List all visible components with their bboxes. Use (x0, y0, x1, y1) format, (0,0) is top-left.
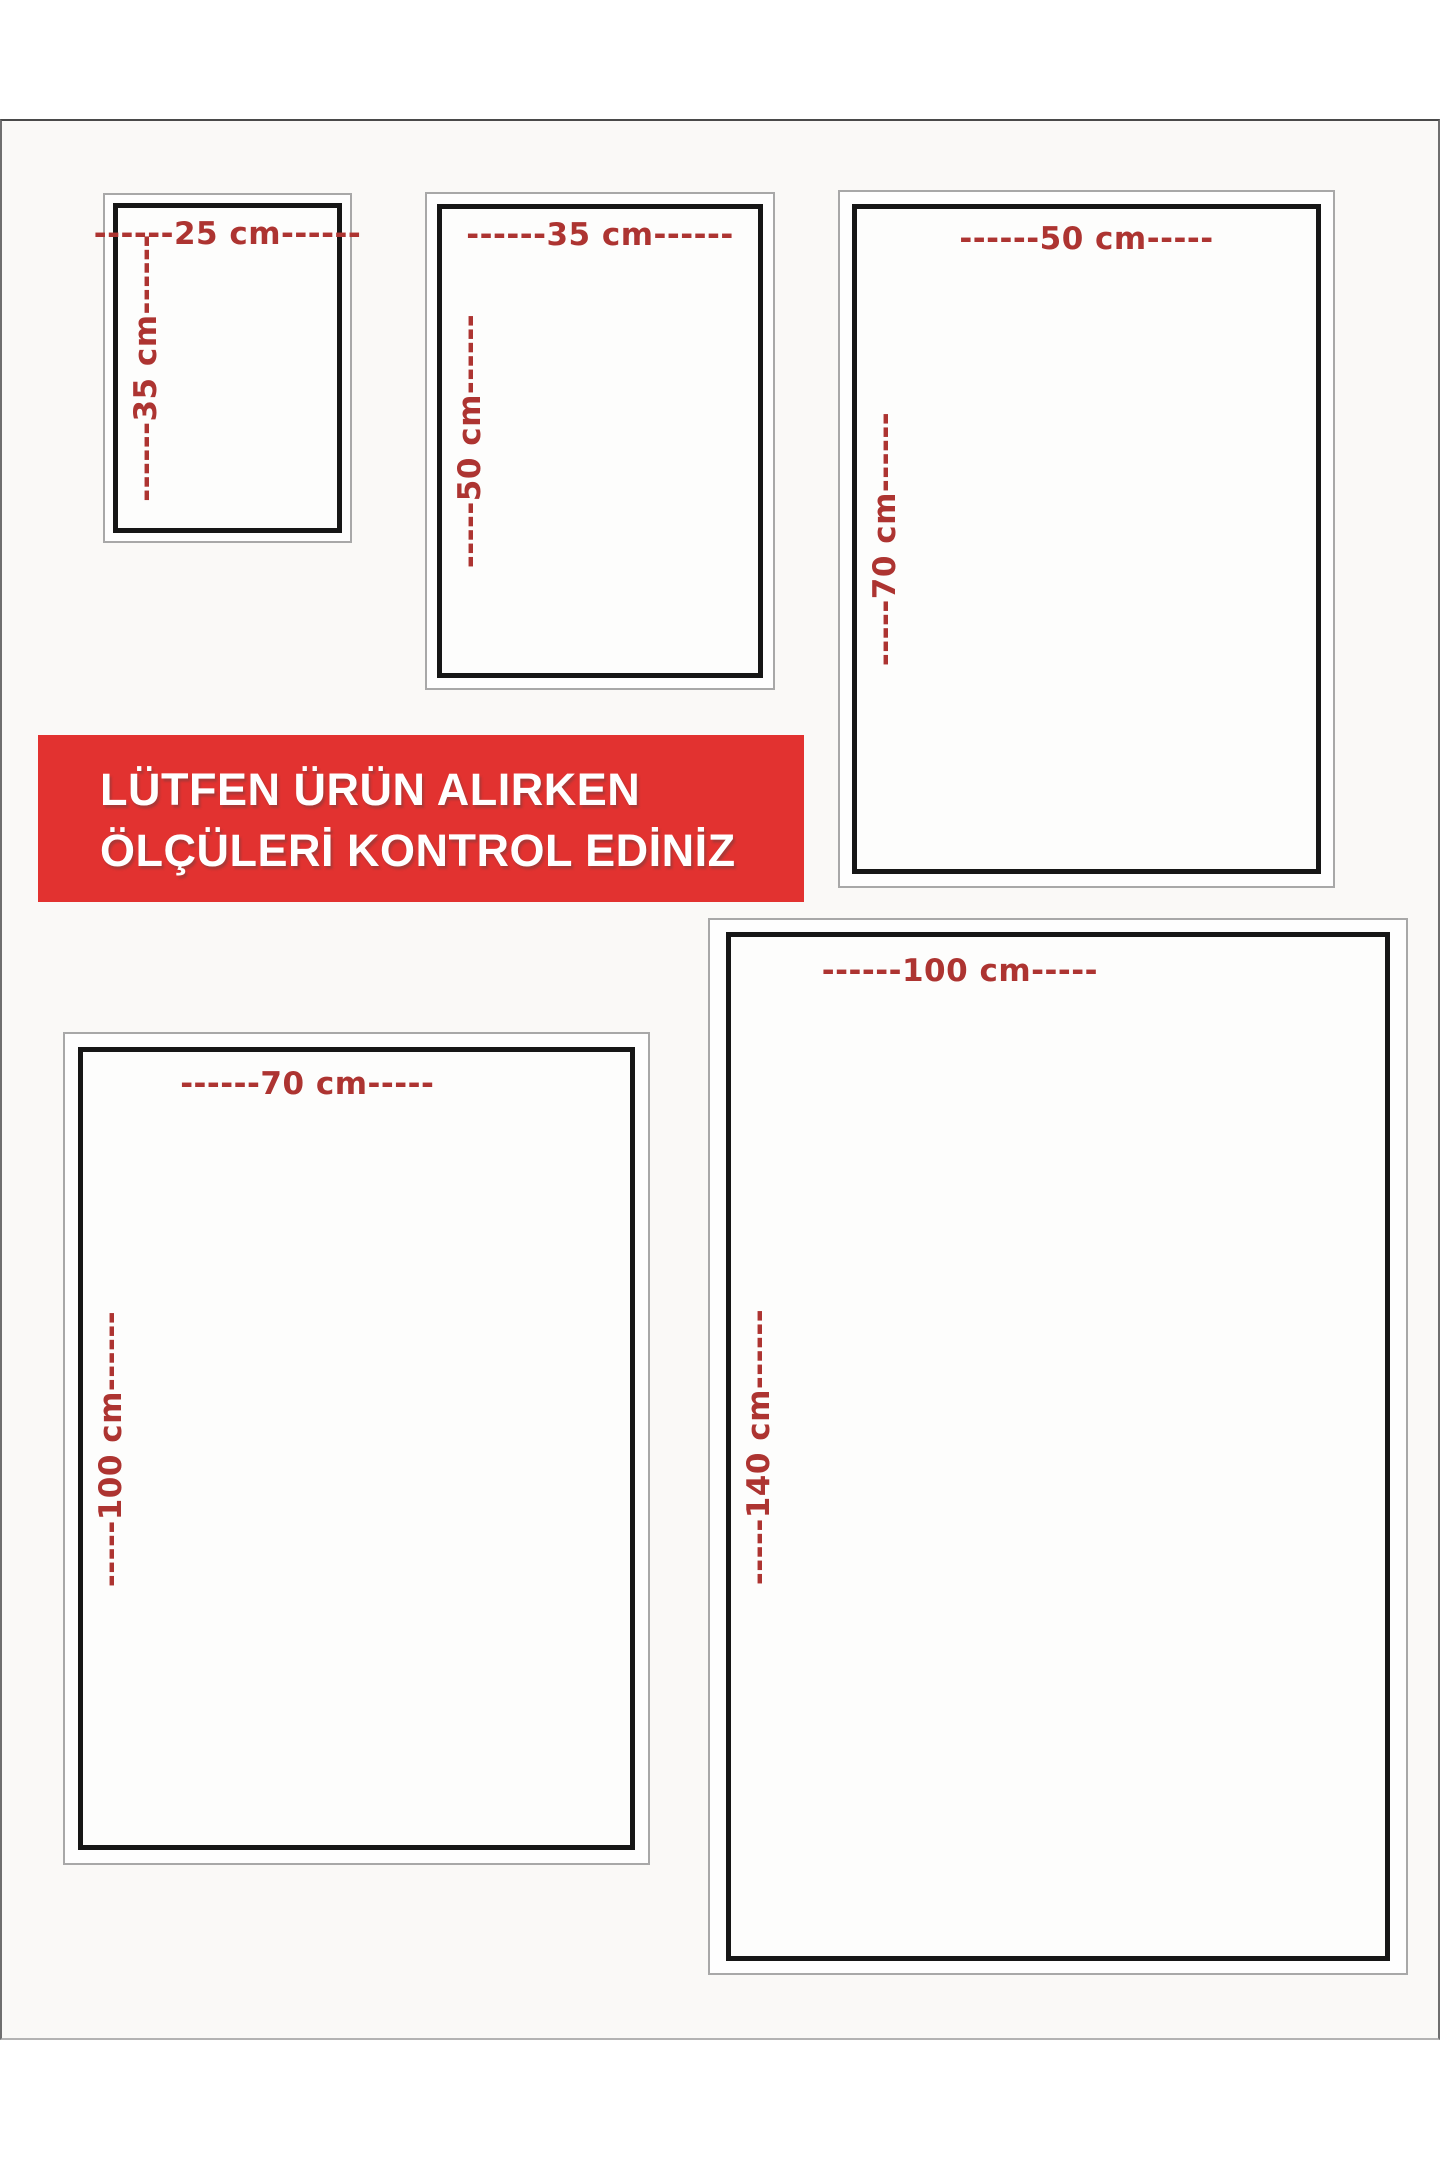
size-diagram-35x50 (425, 192, 775, 690)
size-rect-35x50 (437, 204, 763, 678)
height-label-35cm: ------35 cm------ (128, 234, 165, 502)
width-label-100cm: ------100 cm----- (821, 953, 1098, 989)
width-label-25cm: ------25 cm------ (93, 216, 362, 252)
height-label-140cm: -----140 cm------ (741, 1308, 777, 1585)
height-label-wrap-35cm (118, 208, 174, 528)
height-label-50cm: -----50 cm------ (452, 313, 489, 569)
height-label-wrap-140cm (731, 937, 787, 1956)
warning-text-line1: LÜTFEN ÜRÜN ALIRKEN (100, 764, 641, 815)
size-diagram-50x70 (838, 190, 1335, 888)
height-label-wrap-100cm (83, 1052, 139, 1845)
size-rect-50x70 (852, 204, 1321, 874)
width-label-70cm: ------70 cm----- (180, 1066, 435, 1102)
height-label-100cm: -----100 cm------ (93, 1310, 129, 1587)
size-rect-100x140 (726, 932, 1390, 1961)
height-label-wrap-70cm (857, 209, 913, 869)
height-label-wrap-50cm (442, 209, 498, 673)
width-label-35cm: ------35 cm------ (466, 217, 734, 253)
warning-banner (38, 735, 804, 902)
size-diagram-100x140 (708, 918, 1408, 1975)
height-label-70cm: -----70 cm------ (867, 411, 904, 667)
size-diagram-25x35 (93, 193, 362, 543)
width-label-50cm: ------50 cm----- (959, 221, 1214, 257)
size-rect-25x35 (93, 203, 362, 533)
size-rect-70x100 (78, 1047, 635, 1850)
warning-text-line2: ÖLÇÜLERİ KONTROL EDİNİZ (100, 825, 736, 876)
size-diagram-70x100 (63, 1032, 650, 1865)
